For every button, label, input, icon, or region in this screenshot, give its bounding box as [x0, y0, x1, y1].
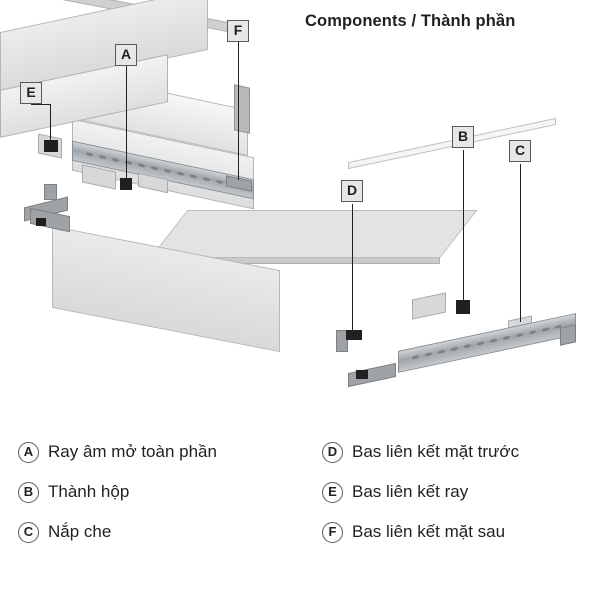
- cover-strip-end-cap: [234, 84, 250, 133]
- marker-b: B: [452, 126, 474, 148]
- leader-line-e-h: [31, 104, 51, 105]
- rail-hole-pattern-right: [409, 323, 561, 361]
- legend-badge-f: F: [322, 522, 343, 543]
- legend-label-e: Bas liên kết ray: [352, 482, 469, 501]
- front-connector-bracket-d-arm: [346, 330, 362, 340]
- legend-badge-e: E: [322, 482, 343, 503]
- slide-rail-right: [398, 313, 576, 373]
- marker-a: A: [115, 44, 137, 66]
- legend-badge-a: A: [18, 442, 39, 463]
- legend-label-c: Nắp che: [48, 522, 112, 541]
- legend-column-right: [322, 432, 600, 552]
- rail-connector-block-left: [120, 178, 132, 190]
- leader-line-f: [238, 42, 239, 180]
- legend-label-b: Thành hộp: [48, 482, 130, 501]
- marker-e: E: [20, 82, 42, 104]
- front-connector-screw-d: [356, 370, 368, 379]
- legend-item-b: [18, 472, 318, 512]
- bottom-panel-face: [150, 210, 478, 258]
- leader-line-e: [50, 104, 51, 140]
- legend-badge-c: C: [18, 522, 39, 543]
- panel-c-fitting-area: [412, 292, 446, 319]
- legend-label-f: Bas liên kết mặt sau: [352, 522, 506, 541]
- leader-line-c: [520, 164, 521, 322]
- leader-line-b: [463, 150, 464, 306]
- legend-item-c: [18, 512, 318, 552]
- rail-bracket-clip-e: [44, 184, 57, 200]
- marker-d: D: [341, 180, 363, 202]
- rail-end-bracket-right: [560, 324, 576, 345]
- legend-item-e: [322, 472, 600, 512]
- legend-item-f: [322, 512, 600, 552]
- rail-bracket-screw-e: [36, 218, 46, 226]
- rail-bracket-plate-e-inner: [44, 140, 58, 152]
- leader-line-d: [352, 204, 353, 332]
- marker-c: C: [509, 140, 531, 162]
- legend-badge-b: B: [18, 482, 39, 503]
- legend: [0, 432, 600, 600]
- legend-badge-d: D: [322, 442, 343, 463]
- page-title: Components / Thành phần: [305, 12, 516, 30]
- marker-f: F: [227, 20, 249, 42]
- legend-item-a: [18, 432, 318, 472]
- leader-line-a: [126, 66, 127, 178]
- legend-item-d: [322, 432, 600, 472]
- legend-label-d: Bas liên kết mặt trước: [352, 442, 520, 461]
- legend-column-left: [18, 432, 318, 552]
- legend-label-a: Ray âm mở toàn phần: [48, 442, 217, 461]
